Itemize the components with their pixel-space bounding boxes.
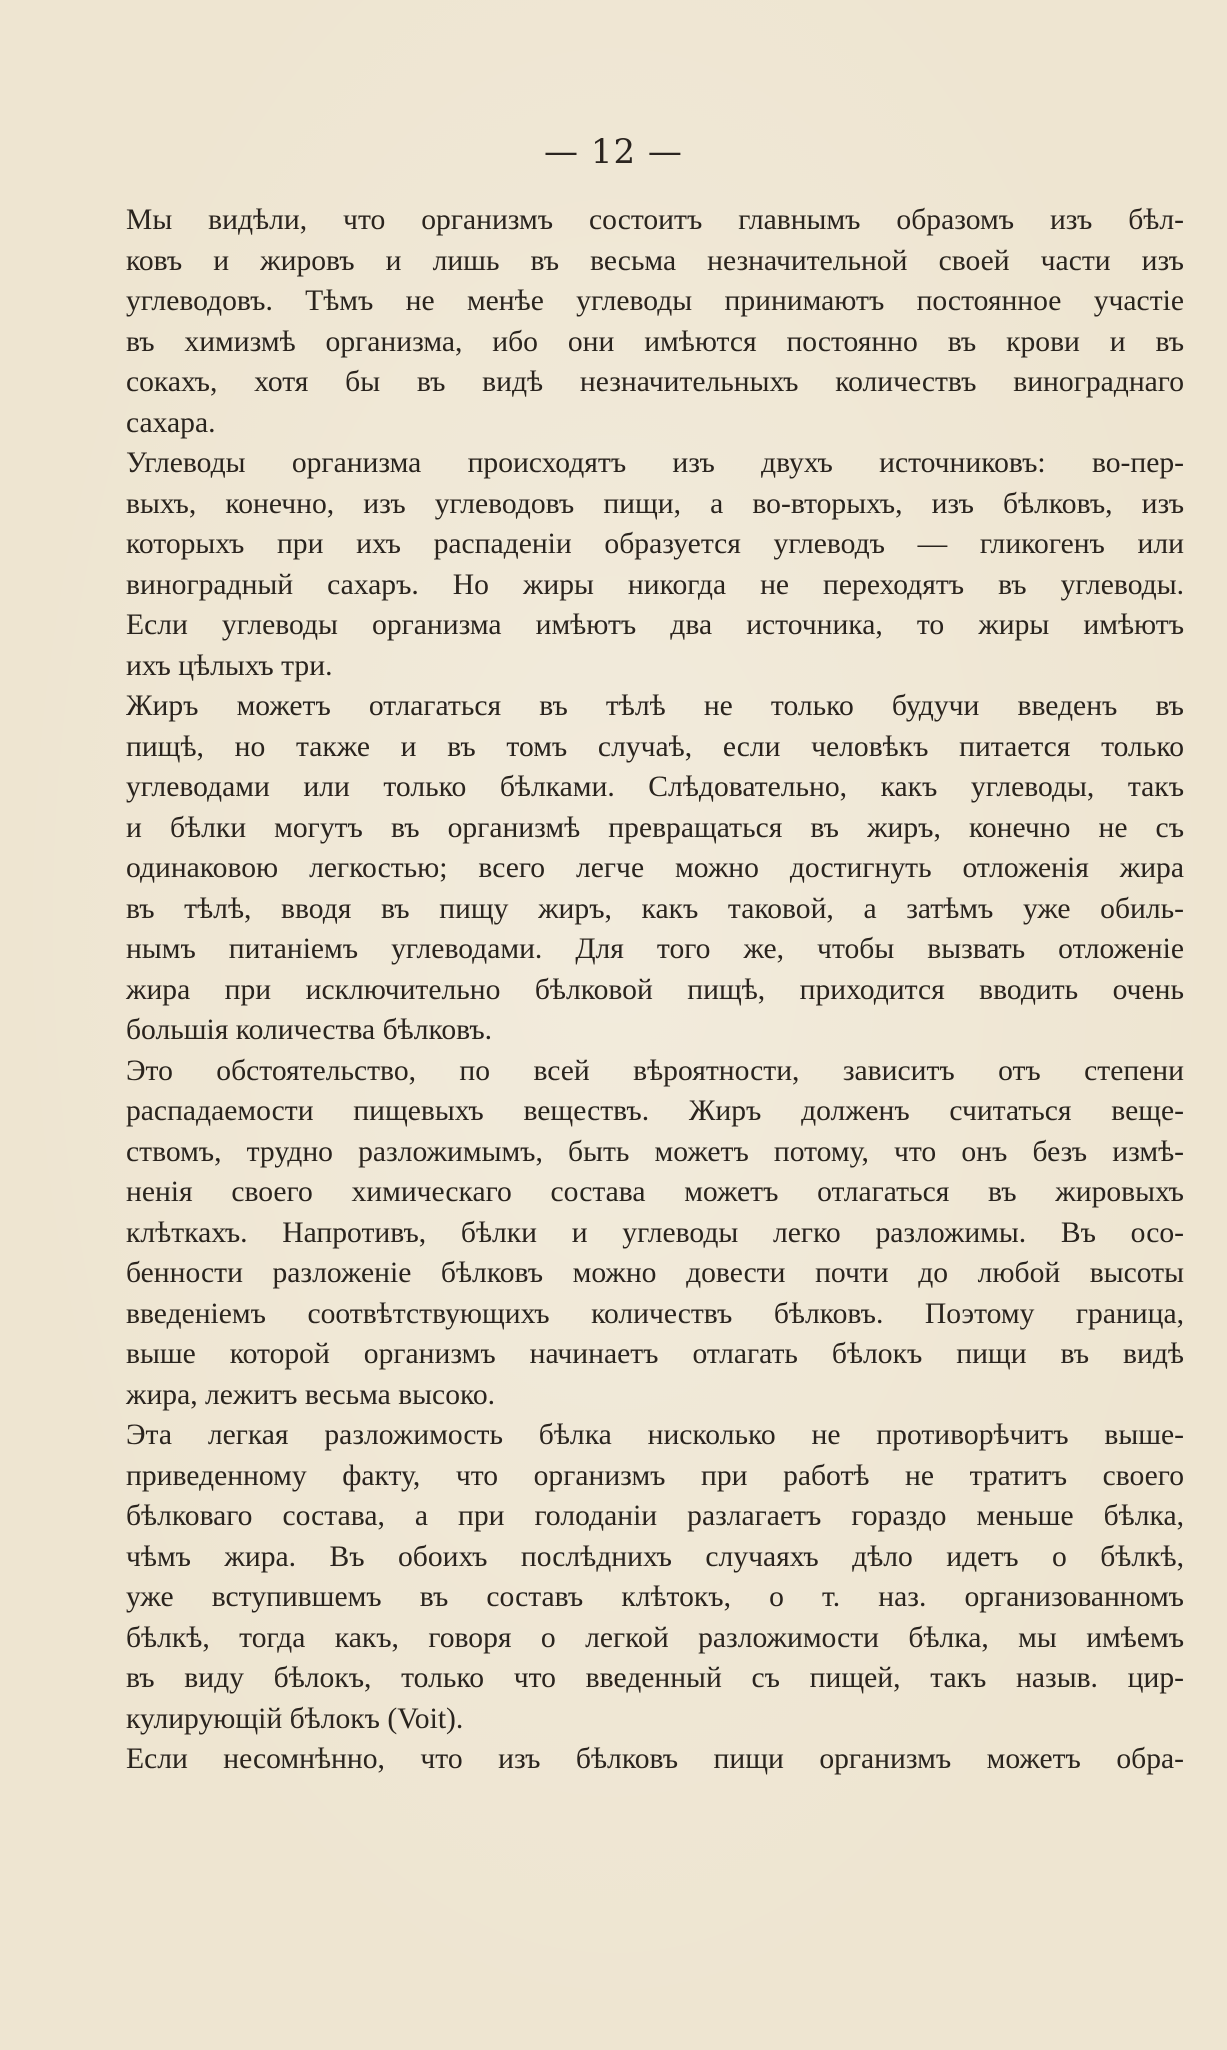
text-span: бенности разложеніе бѣлковъ можно довести почти до любой высоты <box>126 1257 1184 1289</box>
text-span: углеводами или только бѣлками. Слѣдовательно, какъ углеводы, такъ <box>126 771 1184 803</box>
text-span: бѣлковаго состава, а при голоданіи разлагаетъ гораздо меньше бѣлка, <box>126 1500 1184 1532</box>
text-span: распадаемости пищевыхъ веществъ. Жиръ долженъ считаться веще- <box>126 1095 1184 1127</box>
paragraph-6 <box>126 1415 1184 1739</box>
text-span: которыхъ при ихъ распаденіи образуется углеводъ — гликогенъ или <box>126 528 1184 560</box>
text-line <box>126 889 1184 930</box>
text-span: большія количества бѣлковъ. <box>126 1014 493 1046</box>
text-span: жира при исключительно бѣлковой пищѣ, приходится вводить очень <box>126 973 1184 1006</box>
text-span: Углеводы организма происходятъ изъ двухъ источниковъ: во-пер- <box>126 447 1184 479</box>
text-span: Эта легкая разложимость бѣлка нисколько не противорѣчитъ выше- <box>126 1419 1184 1451</box>
text-span: бѣлкѣ, тогда какъ, говоря о легкой разложимости бѣлка, мы имѣемъ <box>126 1621 1184 1654</box>
text-line <box>126 1091 1184 1132</box>
text-span: Если несомнѣнно, что изъ бѣлковъ пищи организмъ можетъ обра- <box>126 1743 1184 1775</box>
text-line <box>126 808 1184 849</box>
text-line <box>126 1537 1184 1578</box>
text-span: чѣмъ жира. Въ обоихъ послѣднихъ случаяхъ дѣло идетъ о бѣлкѣ, <box>126 1540 1184 1573</box>
text-span: Это обстоятельство, по всей вѣроятности, зависитъ отъ степени <box>126 1054 1184 1087</box>
text-span: ствомъ, трудно разложимымъ, быть можетъ потому, что онъ безъ измѣ- <box>126 1135 1184 1168</box>
text-span: введеніемъ соотвѣтствующихъ количествъ бѣлковъ. Поэтому граница, <box>126 1297 1184 1330</box>
text-span: жира, лежитъ весьма высоко. <box>126 1378 496 1411</box>
text-line <box>126 322 1184 363</box>
text-span: углеводовъ. Тѣмъ не менѣе углеводы принимаютъ постоянное участіе <box>126 285 1184 317</box>
text-line <box>126 1658 1184 1699</box>
text-span: нымъ питаніемъ углеводами. Для того же, чтобы вызвать отложеніе <box>126 933 1184 965</box>
text-span: выхъ, конечно, изъ углеводовъ пищи, а во-вторыхъ, изъ бѣлковъ, изъ <box>126 487 1184 520</box>
text-span: Мы видѣли, что организмъ состоитъ главнымъ образомъ изъ бѣл- <box>126 204 1184 236</box>
text-line <box>126 403 1184 444</box>
paragraph-7 <box>126 1739 1184 1780</box>
text-line <box>126 1334 1184 1375</box>
text-line <box>126 1739 1184 1780</box>
text-line <box>126 605 1184 646</box>
paragraph-4 <box>126 686 1184 1051</box>
text-span: въ химизмѣ организма, ибо они имѣются постоянно въ крови и въ <box>126 325 1184 358</box>
text-line <box>126 1577 1184 1618</box>
text-line <box>126 686 1184 727</box>
text-line <box>126 241 1184 282</box>
text-line <box>126 1010 1184 1051</box>
text-span: ковъ и жировъ и лишь въ весьма незначительной своей части изъ <box>126 244 1184 277</box>
text-span: ненія своего химическаго состава можетъ отлагаться въ жировыхъ <box>126 1176 1184 1208</box>
text-line <box>126 565 1184 606</box>
text-span: уже вступившемъ въ составъ клѣтокъ, о т. наз. организованномъ <box>126 1581 1184 1613</box>
text-span: Если углеводы организма имѣютъ два источника, то жиры имѣютъ <box>126 609 1184 641</box>
text-line <box>126 484 1184 525</box>
text-line <box>126 929 1184 970</box>
text-line <box>126 1618 1184 1659</box>
text-span: виноградный сахаръ. Но жиры никогда не переходятъ въ углеводы. <box>126 568 1184 601</box>
text-line <box>126 1456 1184 1497</box>
text-line <box>126 443 1184 484</box>
text-line <box>126 727 1184 768</box>
text-span: сахара. <box>126 406 216 439</box>
text-line <box>126 970 1184 1011</box>
text-span: пищѣ, но также и въ томъ случаѣ, если человѣкъ питается только <box>126 730 1184 763</box>
text-span: въ тѣлѣ, вводя въ пищу жиръ, какъ таковой, а затѣмъ уже обиль- <box>126 892 1184 925</box>
paragraph-2 <box>126 443 1184 605</box>
text-line <box>126 1132 1184 1173</box>
text-line <box>126 1253 1184 1294</box>
text-span: Жиръ можетъ отлагаться въ тѣлѣ не только будучи введенъ въ <box>126 690 1184 722</box>
text-span: въ виду бѣлокъ, только что введенный съ пищей, такъ назыв. цир- <box>126 1662 1184 1694</box>
paragraph-5 <box>126 1051 1184 1416</box>
text-line <box>126 1699 1184 1740</box>
text-line <box>126 1294 1184 1335</box>
body-text <box>126 200 1184 1780</box>
text-line <box>126 1213 1184 1254</box>
text-line <box>126 1496 1184 1537</box>
text-span: клѣткахъ. Напротивъ, бѣлки и углеводы легко разложимы. Въ осо- <box>126 1216 1184 1249</box>
text-line <box>126 281 1184 322</box>
text-line <box>126 1172 1184 1213</box>
text-line <box>126 200 1184 241</box>
text-span: и бѣлки могутъ въ организмѣ превращаться въ жиръ, конечно не съ <box>126 811 1184 844</box>
text-span: выше которой организмъ начинаетъ отлагать бѣлокъ пищи въ видѣ <box>126 1338 1184 1370</box>
text-line <box>126 1375 1184 1416</box>
paragraph-1 <box>126 200 1184 443</box>
text-span: сокахъ, хотя бы въ видѣ незначительныхъ количествъ винограднаго <box>126 366 1184 398</box>
text-span: ихъ цѣлыхъ три. <box>126 649 333 682</box>
text-line <box>126 1051 1184 1092</box>
text-line <box>126 524 1184 565</box>
text-line <box>126 767 1184 808</box>
text-line <box>126 646 1184 687</box>
text-span: кулирующій бѣлокъ (Voit). <box>126 1702 464 1735</box>
text-span: одинаковою легкостью; всего легче можно достигнуть отложенія жира <box>126 852 1184 884</box>
paragraph-3 <box>126 605 1184 686</box>
text-line <box>126 848 1184 889</box>
page-number: — 12 — <box>544 132 683 172</box>
text-line <box>126 362 1184 403</box>
text-line <box>126 1415 1184 1456</box>
text-span: приведенному факту, что организмъ при работѣ не тратитъ своего <box>126 1459 1184 1492</box>
